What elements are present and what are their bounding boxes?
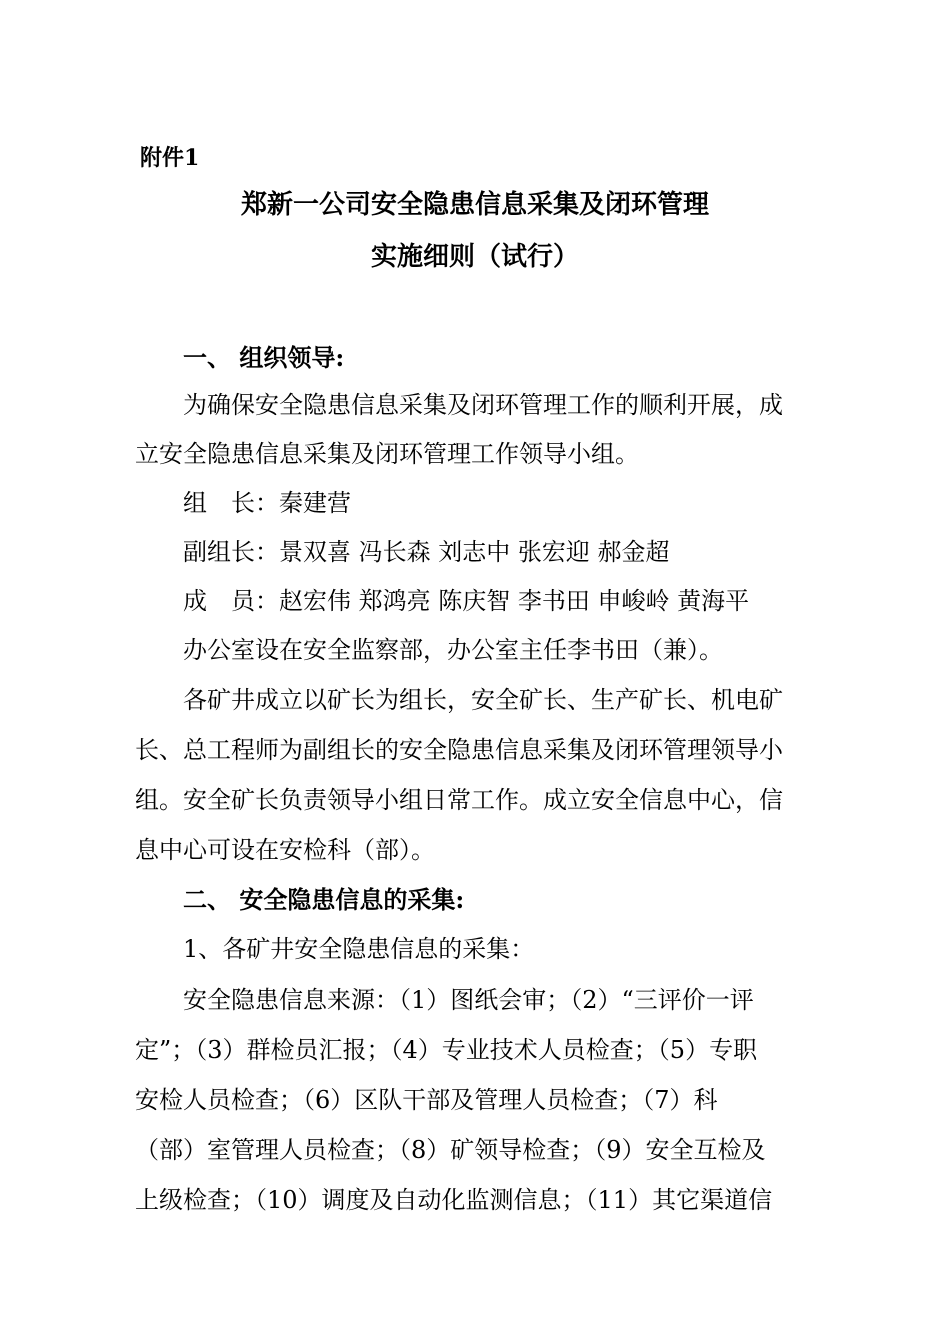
members-line: 成 员：赵宏伟 郑鸿亮 陈庆智 李书田 申峻岭 黄海平 bbox=[183, 587, 750, 615]
section1-heading: 一、 组织领导: bbox=[183, 343, 345, 372]
section2-sub1: 1、各矿井安全隐患信息的采集： bbox=[183, 935, 535, 963]
sources-line1: 安全隐患信息来源：（1）图纸会审；（2）“三评价一评 bbox=[183, 986, 754, 1014]
leader-line: 组 长：秦建营 bbox=[183, 489, 351, 517]
sources-line5: 上级检查；（10）调度及自动化监测信息；（11）其它渠道信 bbox=[135, 1186, 773, 1214]
sources-line2: 定”；（3）群检员汇报；（4）专业技术人员检查；（5）专职 bbox=[135, 1036, 758, 1064]
document-title-line2: 实施细则（试行） bbox=[370, 242, 579, 272]
section1-para2-line3: 组。安全矿长负责领导小组日常工作。成立安全信息中心，信 bbox=[135, 786, 783, 814]
attachment-label: 附件1 bbox=[140, 145, 200, 171]
sources-line3: 安检人员检查；（6）区队干部及管理人员检查；（7）科 bbox=[135, 1086, 718, 1114]
section1-para2-line4: 息中心可设在安检科（部）。 bbox=[135, 836, 435, 864]
section1-para2-line2: 长、总工程师为副组长的安全隐患信息采集及闭环管理领导小 bbox=[135, 736, 783, 764]
section2-heading: 二、 安全隐患信息的采集: bbox=[183, 885, 465, 914]
document-title-line1: 郑新一公司安全隐患信息采集及闭环管理 bbox=[240, 190, 709, 220]
section1-para2-line1: 各矿井成立以矿长为组长，安全矿长、生产矿长、机电矿 bbox=[183, 686, 783, 714]
section1-para1-line2: 立安全隐患信息采集及闭环管理工作领导小组。 bbox=[135, 440, 639, 468]
sources-line4: （部）室管理人员检查；（8）矿领导检查；（9）安全互检及 bbox=[135, 1136, 766, 1164]
section1-para1-line1: 为确保安全隐患信息采集及闭环管理工作的顺利开展，成 bbox=[183, 391, 783, 419]
deputy-leaders-line: 副组长：景双喜 冯长森 刘志中 张宏迎 郝金超 bbox=[183, 538, 670, 566]
office-line: 办公室设在安全监察部，办公室主任李书田（兼）。 bbox=[183, 636, 723, 664]
